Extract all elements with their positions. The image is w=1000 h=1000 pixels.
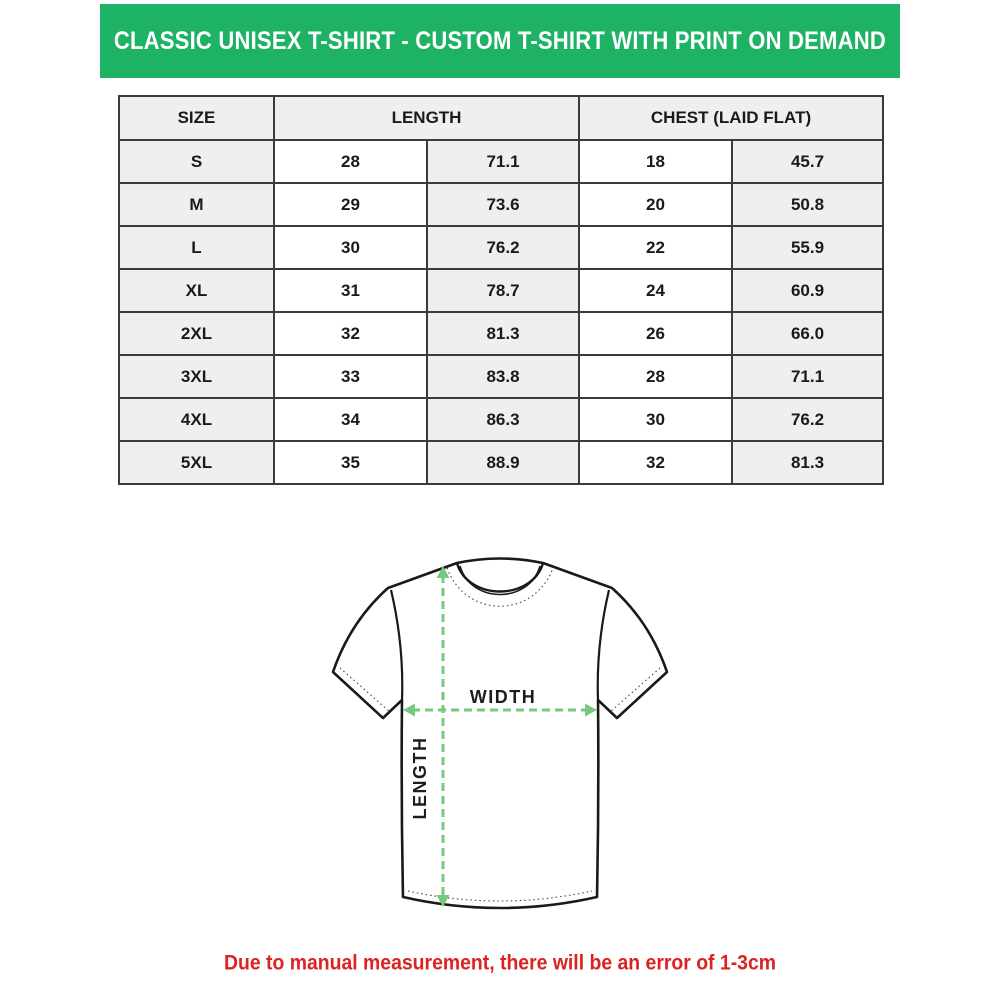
size-cell: 2XL <box>119 312 274 355</box>
chest-cm-cell: 76.2 <box>732 398 883 441</box>
table-row <box>119 398 883 441</box>
chest-cm-cell: 81.3 <box>732 441 883 484</box>
length-cm-cell: 83.8 <box>427 355 579 398</box>
length-cm-cell: 81.3 <box>427 312 579 355</box>
size-cell: XL <box>119 269 274 312</box>
chest-in-cell: 30 <box>579 398 732 441</box>
table-row <box>119 140 883 183</box>
table-row <box>119 269 883 312</box>
size-cell: L <box>119 226 274 269</box>
size-cell: 4XL <box>119 398 274 441</box>
size-cell: S <box>119 140 274 183</box>
length-cm-cell: 86.3 <box>427 398 579 441</box>
length-in-cell: 33 <box>274 355 427 398</box>
chest-cm-cell: 66.0 <box>732 312 883 355</box>
size-cell: M <box>119 183 274 226</box>
chest-in-cell: 32 <box>579 441 732 484</box>
length-in-cell: 35 <box>274 441 427 484</box>
length-cm-cell: 76.2 <box>427 226 579 269</box>
column-header-length: LENGTH <box>274 96 579 140</box>
length-label: LENGTH <box>410 736 430 820</box>
length-in-cell: 34 <box>274 398 427 441</box>
length-cm-cell: 71.1 <box>427 140 579 183</box>
chest-cm-cell: 71.1 <box>732 355 883 398</box>
tshirt-outline-graphic <box>333 559 667 909</box>
size-chart-table <box>118 95 884 485</box>
length-in-cell: 29 <box>274 183 427 226</box>
table-row <box>119 312 883 355</box>
title-banner <box>100 4 900 78</box>
chest-cm-cell: 50.8 <box>732 183 883 226</box>
table-header-row <box>119 96 883 140</box>
tshirt-diagram <box>300 545 700 945</box>
chest-cm-cell: 55.9 <box>732 226 883 269</box>
chest-in-cell: 26 <box>579 312 732 355</box>
length-in-cell: 30 <box>274 226 427 269</box>
length-cm-cell: 88.9 <box>427 441 579 484</box>
table-row <box>119 226 883 269</box>
width-label: WIDTH <box>469 687 537 707</box>
size-cell: 3XL <box>119 355 274 398</box>
chest-in-cell: 22 <box>579 226 732 269</box>
table-row <box>119 355 883 398</box>
chest-in-cell: 28 <box>579 355 732 398</box>
size-cell: 5XL <box>119 441 274 484</box>
length-in-cell: 32 <box>274 312 427 355</box>
table-row <box>119 183 883 226</box>
chest-cm-cell: 60.9 <box>732 269 883 312</box>
chest-cm-cell: 45.7 <box>732 140 883 183</box>
chest-in-cell: 20 <box>579 183 732 226</box>
length-cm-cell: 73.6 <box>427 183 579 226</box>
length-in-cell: 31 <box>274 269 427 312</box>
table-row <box>119 441 883 484</box>
measurement-disclaimer: Due to manual measurement, there will be an error of 1-3cm <box>224 951 776 975</box>
page-title: CLASSIC UNISEX T-SHIRT - CUSTOM T-SHIRT WITH PRINT ON DEMAND <box>113 26 887 55</box>
length-cm-cell: 78.7 <box>427 269 579 312</box>
chest-in-cell: 18 <box>579 140 732 183</box>
column-header-chest: CHEST (LAID FLAT) <box>579 96 883 140</box>
length-in-cell: 28 <box>274 140 427 183</box>
column-header-size: SIZE <box>119 96 274 140</box>
chest-in-cell: 24 <box>579 269 732 312</box>
